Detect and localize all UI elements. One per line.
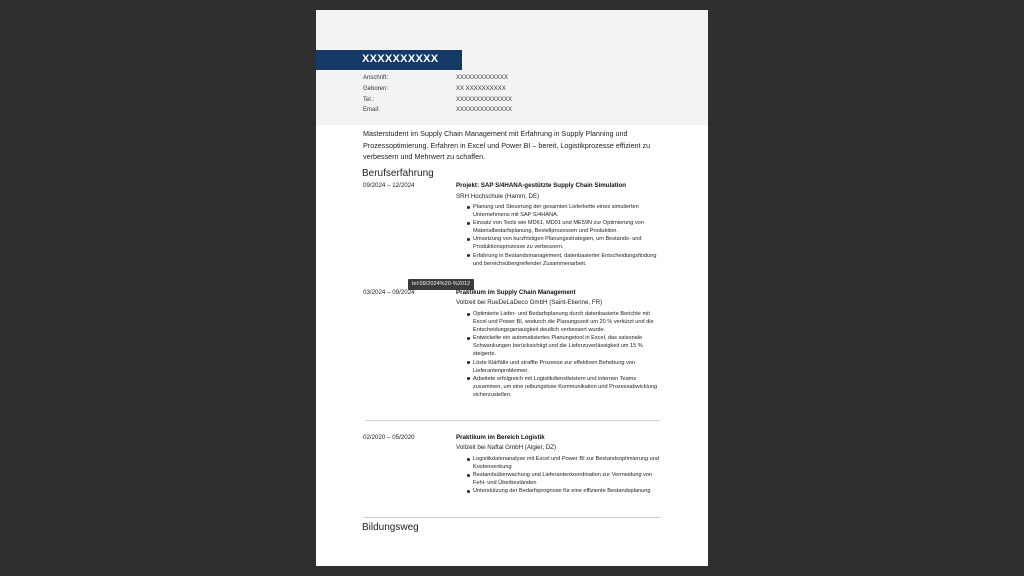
contact-label-address: Anschrift: [363, 75, 389, 81]
entry-3-dates: 02/2020 – 05/2020 [363, 434, 415, 441]
entry-3-bullets [466, 455, 662, 495]
list-item: Löste Klärfälle und straffte Prozesse zur effektiven Behebung von Lieferantenproblemen. [466, 359, 662, 375]
list-item: Arbeitete erfolgreich mit Logistikdienstleistern und internen Teams zusammen, um eine reibungslose Kommunikation und Prozessabwicklung sicherzustellen. [466, 375, 662, 399]
entry-2-bullets [466, 310, 662, 399]
list-item: Entwickelte ein automatisiertes Planungstool in Excel, das saisonale Schwankungen berücksichtigt und die Lieferzuverlässigkeit um 15 % steigerte. [466, 334, 662, 358]
list-item: Bestandsüberwachung und Lieferantenkoordination zur Vermeidung von Fehl- und Überbeständen [466, 471, 662, 487]
entry-2-dates: 03/2024 – 09/2024 [363, 289, 415, 296]
entry-3-title: Praktikum im Bereich Logistik [456, 434, 545, 441]
candidate-name: XXXXXXXXXX [362, 53, 439, 65]
entry-1-dates[interactable]: 09/2024 – 12/2024 [363, 182, 415, 189]
list-item: Optimierte Liefer- und Bedarfsplanung durch datenbasierte Berichte mit Excel und Power BI, wodurch die Planungszeit um 20 % verkürzt und die Entscheidungsgenauigkeit deutlich verbessert wurde. [466, 310, 662, 334]
contact-label-phone: Tel.: [363, 97, 375, 103]
contact-value-birth: XX XXXXXXXXXX [456, 86, 506, 92]
contact-label-birth: Geboren: [363, 86, 389, 92]
contact-label-email: Email: [363, 107, 380, 113]
cv-page [316, 10, 708, 566]
contact-value-address: XXXXXXXXXXXXX [456, 75, 509, 81]
entry-1-bullets [466, 203, 662, 268]
section-divider [363, 517, 661, 518]
list-item: Erfahrung in Bestandsmanagement, datenbasierter Entscheidungsfindung und bereichsübergreifender Zusammenarbeit. [466, 252, 662, 268]
list-item: Planung und Steuerung der gesamten Lieferkette eines simulierten Unternehmens mit SAP S/4HANA. [466, 203, 662, 219]
list-item: Einsatz von Tools wie MD61, MD01 und ME59N zur Optimierung von Materialbedarfsplanung, Bestellprozessen und Produktion. [466, 219, 662, 235]
section-title-education: Bildungsweg [362, 522, 419, 533]
entry-1-org: SRH Hochschule (Hamm, DE) [456, 193, 540, 200]
entry-2-title: Praktikum im Supply Chain Management [456, 289, 576, 296]
entry-3-org: Vollzeit bei Naftal GmbH (Algier, DZ) [456, 444, 557, 451]
section-title-experience: Berufserfahrung [362, 168, 434, 179]
contact-value-phone[interactable]: XXXXXXXXXXXXXX [456, 97, 513, 103]
list-item: Unterstützung der Bedarfsprognose für eine effiziente Bestandsplanung [466, 487, 662, 495]
link-tooltip: tel:09/2024%20-%2012 [408, 279, 474, 290]
list-item: Umsetzung von kurzfristigen Planungsstrategien, um Bestands- und Produktionsprozesse zu verbessern. [466, 235, 662, 251]
entry-1-title: Projekt: SAP S/4HANA-gestützte Supply Chain Simulation [456, 182, 627, 189]
contact-value-email[interactable]: XXXXXXXXXXXXXX [456, 107, 513, 113]
entry-2-org: Vollzeit bei RueDeLaDeco GmbH (Saint-Etienne, FR) [456, 299, 603, 306]
profile-summary: Masterstudent im Supply Chain Management mit Erfahrung in Supply Planning und Prozessoptimierung. Erfahren in Excel und Power BI – bereit, Logistikprozesse effizient zu verbessern und Mehrwert zu schaffen. [363, 129, 651, 161]
entry-divider [366, 420, 660, 421]
list-item: Logistikdatenanalyse mit Excel und Power BI zur Bestandsoptimierung und Kostensenkung [466, 455, 662, 471]
